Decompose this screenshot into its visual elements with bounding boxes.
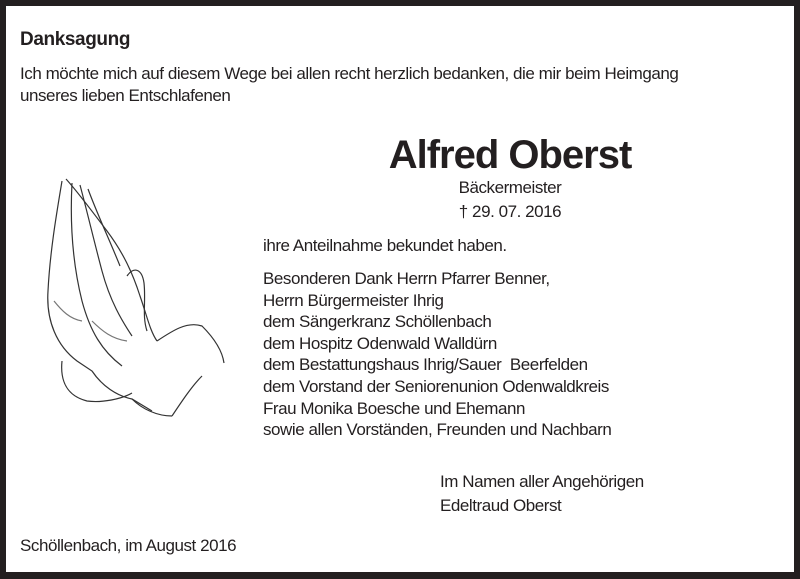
thanks-item: Frau Monika Boesche und Ehemann: [263, 398, 525, 418]
intro-line: Ich möchte mich auf diesem Wege bei allen recht herzlich bedanken, die mir beim Heimgang: [20, 64, 679, 83]
thanks-item: Herrn Bürgermeister Ihrig: [263, 290, 444, 310]
death-date: † 29. 07. 2016: [458, 202, 562, 221]
thanks-item: sowie allen Vorständen, Freunden und Nachbarn: [263, 420, 612, 440]
thanks-item: Besonderen Dank Herrn Pfarrer Benner,: [263, 269, 550, 288]
signature-name: Edeltraud Oberst: [440, 496, 562, 515]
thanks-item: dem Hospitz Odenwald Walldürn: [263, 333, 497, 353]
thanks-item: dem Sängerkranz Schöllenbach: [263, 312, 492, 332]
deceased-name: Alfred Oberst: [388, 133, 632, 177]
obituary-card: [6, 6, 794, 572]
lead-text: ihre Anteilnahme bekundet haben.: [263, 236, 507, 255]
praying-hands-image: [32, 171, 227, 421]
deceased-profession: Bäckermeister: [458, 178, 562, 197]
heading: Danksagung: [20, 29, 131, 50]
place-date: Schöllenbach, im August 2016: [20, 536, 237, 555]
intro-line: unseres lieben Entschlafenen: [20, 86, 231, 105]
thanks-item: dem Bestattungshaus Ihrig/Sauer Beerfelden: [263, 355, 588, 375]
thanks-item: dem Vorstand der Seniorenunion Odenwaldkreis: [263, 376, 609, 396]
thanks-list: [263, 268, 611, 441]
signature-line: Im Namen aller Angehörigen: [440, 472, 644, 491]
